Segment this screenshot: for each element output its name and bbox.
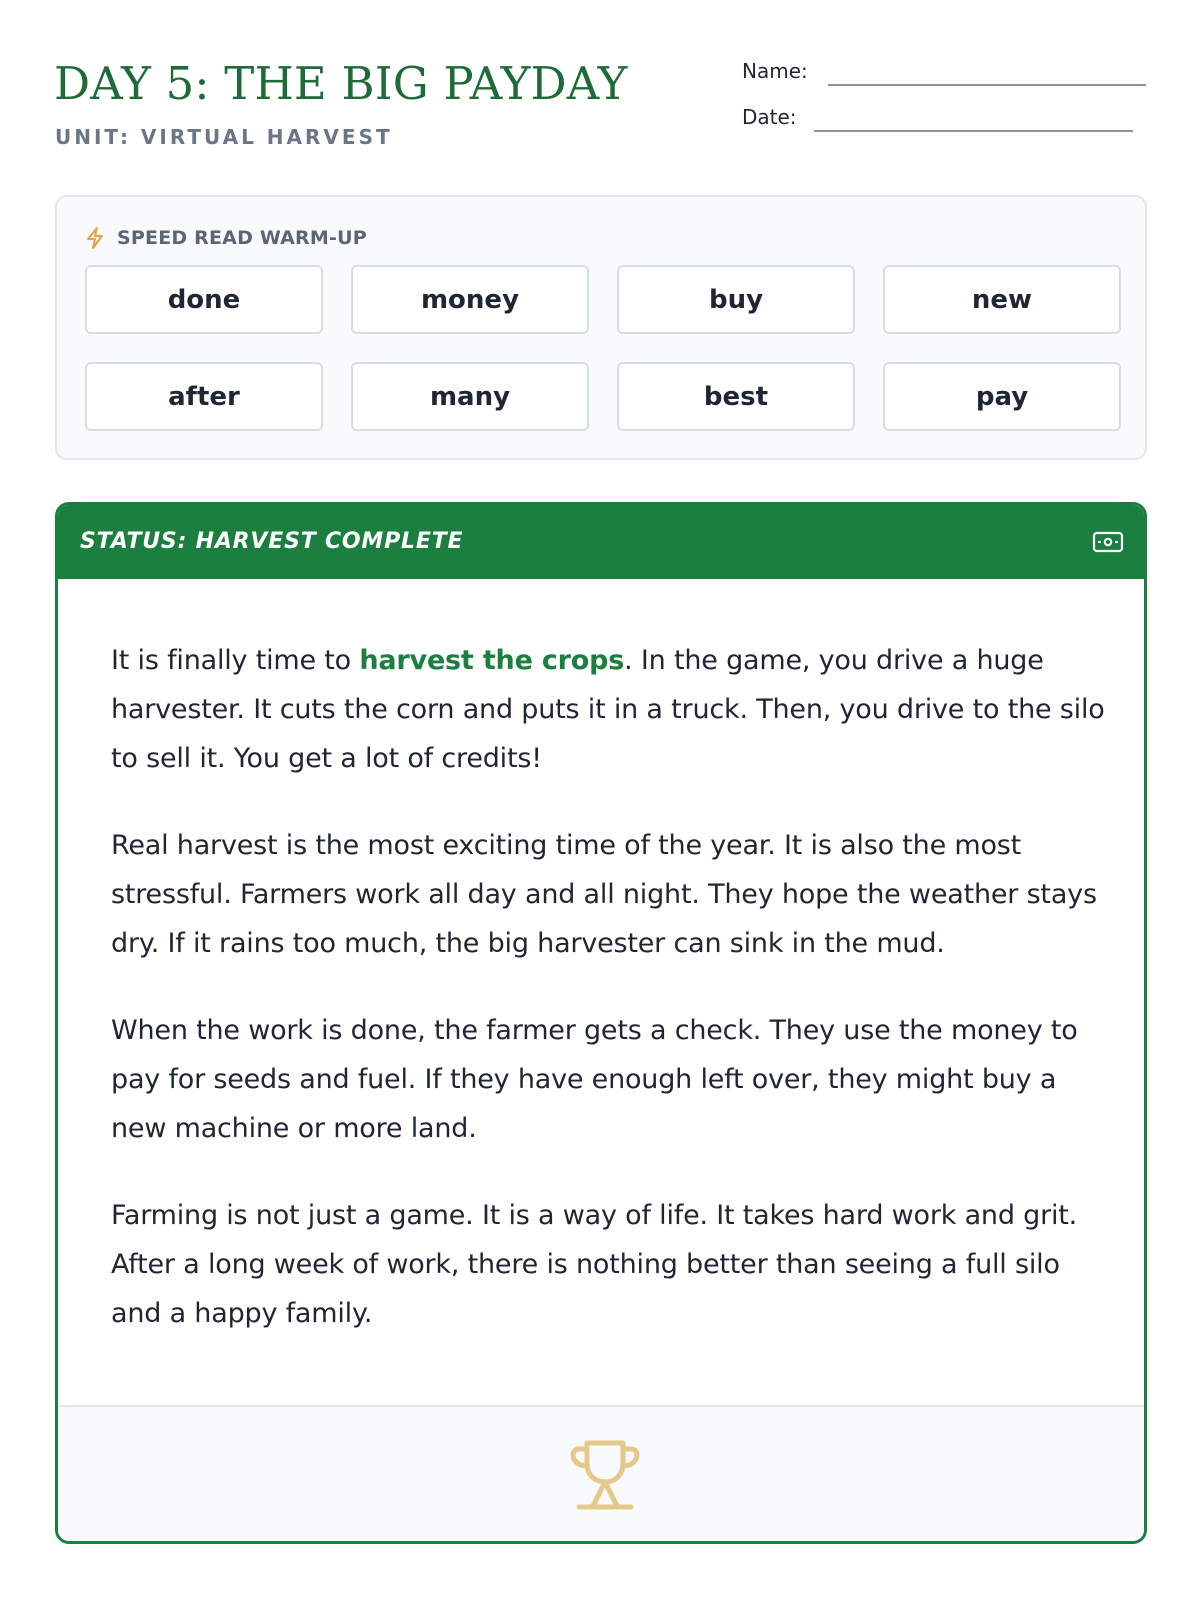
- word-card: pay: [883, 362, 1121, 431]
- date-label: Date:: [742, 105, 797, 129]
- reading-passage-card: [55, 502, 1147, 1544]
- story-paragraph: Real harvest is the most exciting time of the year. It is also the most stressful. Farmers work all day and all night. They hope the weather stays dry. If it rains too much, the big harvester can sink in the mud.: [111, 830, 1097, 959]
- speed-read-warmup-card: [55, 195, 1147, 460]
- highlighted-phrase: harvest the crops: [359, 645, 625, 676]
- status-bar: [58, 505, 1144, 579]
- status-label: STATUS: HARVEST COMPLETE: [80, 529, 464, 554]
- cash-icon: [1092, 531, 1124, 553]
- word-card: buy: [617, 265, 855, 334]
- story-paragraph: [111, 636, 1111, 783]
- lightning-bolt-icon: [85, 227, 105, 249]
- word-card: best: [617, 362, 855, 431]
- page-title: DAY 5: THE BIG PAYDAY: [54, 57, 628, 110]
- word-card: after: [85, 362, 323, 431]
- trophy-icon: [567, 1437, 643, 1513]
- reading-footer: [58, 1405, 1144, 1541]
- date-field[interactable]: [814, 130, 1133, 132]
- name-field[interactable]: [828, 84, 1146, 86]
- story-paragraph: Farming is not just a game. It is a way of life. It takes hard work and grit. After a long week of work, there is nothing better than seeing a full silo and a happy family.: [111, 1200, 1078, 1329]
- paragraph-text: It is finally time to: [111, 645, 360, 676]
- name-label: Name:: [742, 59, 808, 83]
- word-card: new: [883, 265, 1121, 334]
- word-card: done: [85, 265, 323, 334]
- warmup-title: SPEED READ WARM-UP: [117, 227, 367, 249]
- story-paragraph: When the work is done, the farmer gets a check. They use the money to pay for seeds and fuel. If they have enough left over, they might buy a new machine or more land.: [111, 1015, 1078, 1144]
- story-text: [111, 636, 1111, 1376]
- unit-subtitle: UNIT: VIRTUAL HARVEST: [55, 125, 393, 149]
- word-grid: [85, 265, 1121, 431]
- word-card: money: [351, 265, 589, 334]
- warmup-header: [85, 225, 367, 251]
- word-card: many: [351, 362, 589, 431]
- paragraph-text: . In the game, you drive a huge harvester. It cuts the corn and puts it in a truck. Then, you drive to the silo to sell it. You get a lot of credits!: [111, 645, 1105, 774]
